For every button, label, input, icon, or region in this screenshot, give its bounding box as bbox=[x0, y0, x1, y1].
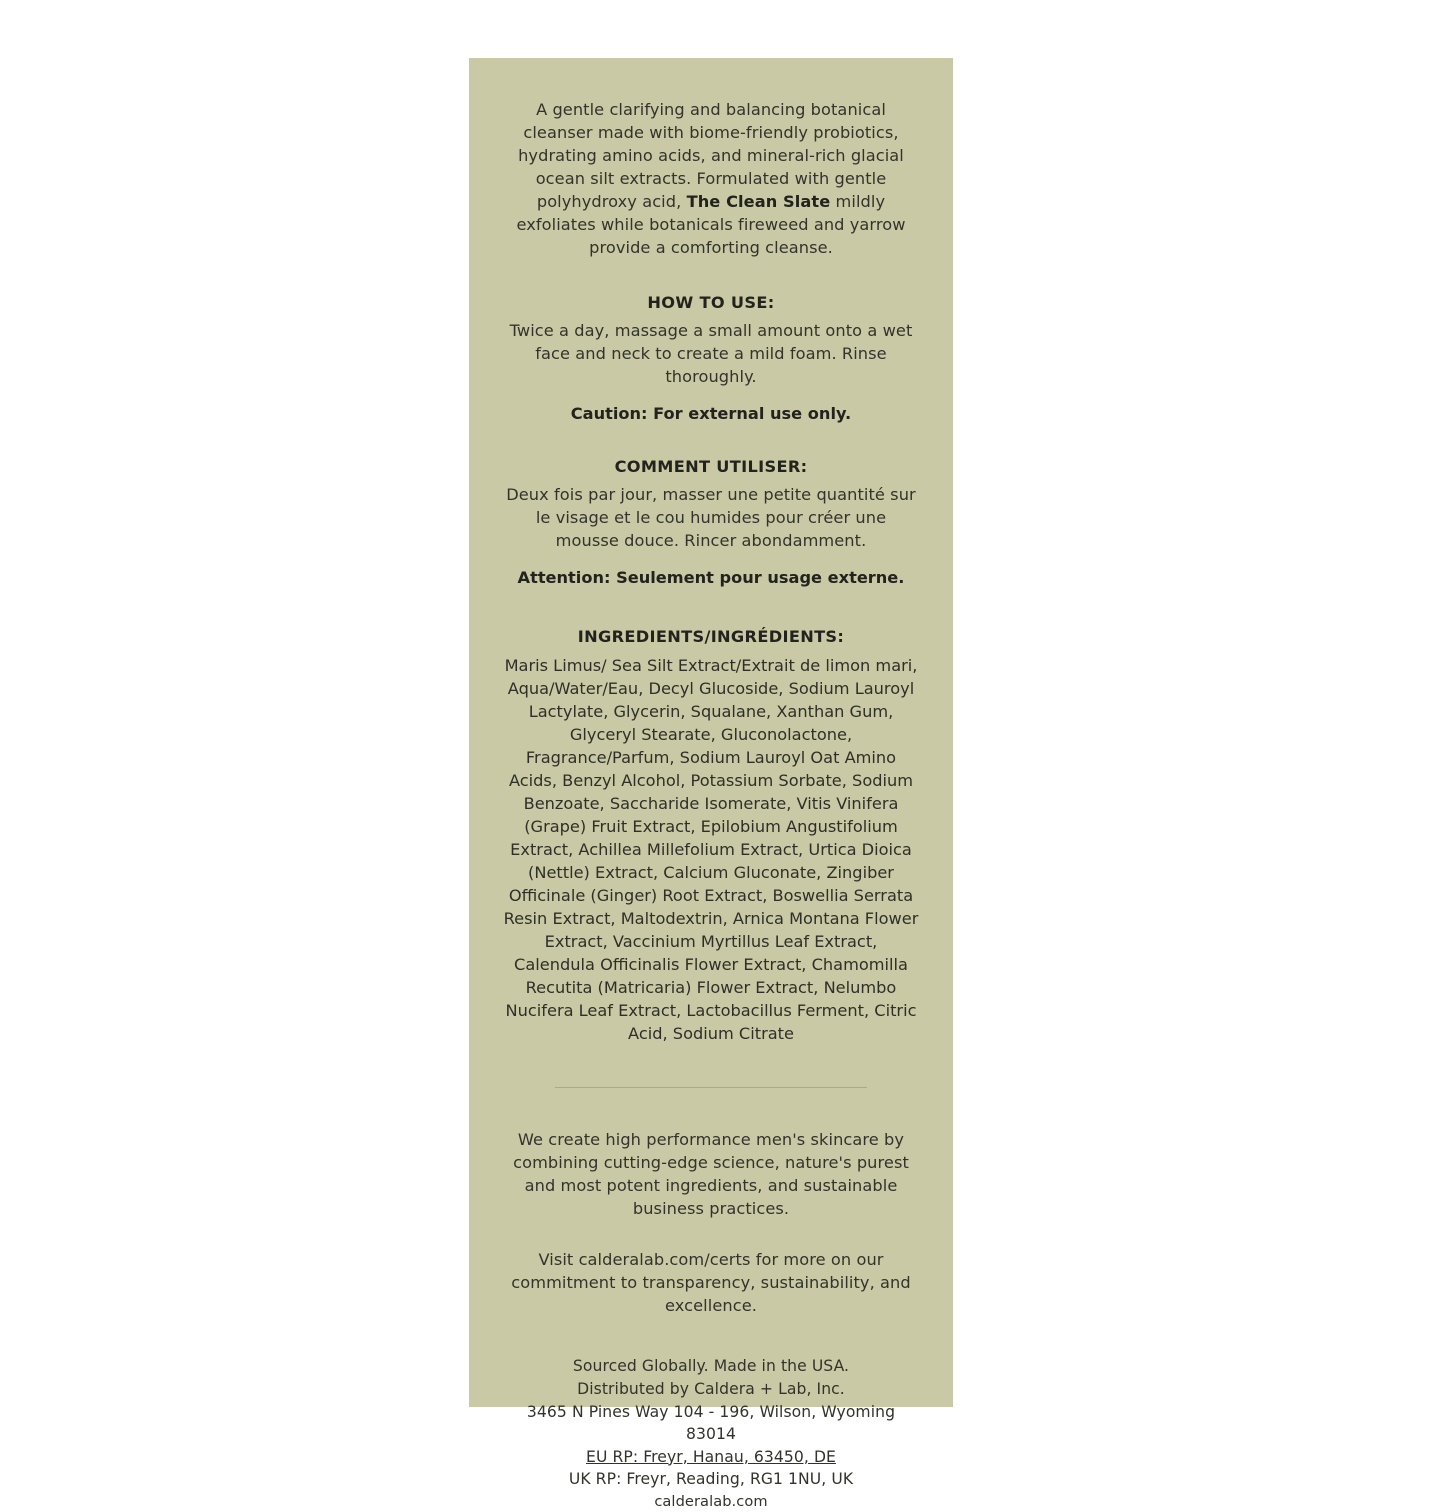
product-description-part1: A gentle clarifying and balancing botanical cleanser made with biome-friendly probiotics, hydrating amino acids, and mineral-rich glacial ocean silt extracts. Formulated with gentle polyhydroxy acid, bbox=[518, 100, 904, 211]
product-label-panel bbox=[469, 58, 953, 1511]
comment-utiliser-body: Deux fois par jour, masser une petite quantité sur le visage et le cou humides pour créer une mousse douce. Rincer abondamment. bbox=[506, 485, 916, 551]
company-address bbox=[503, 1355, 919, 1512]
website-line: calderalab.com bbox=[654, 1493, 768, 1511]
comment-utiliser-caution: Attention: Seulement pour usage externe. bbox=[517, 568, 905, 588]
ingredients-heading: INGREDIENTS/INGRÉDIENTS: bbox=[577, 627, 845, 647]
how-to-use-caution: Caution: For external use only. bbox=[570, 404, 852, 424]
product-description-part2: mildly exfoliates while botanicals fireweed and yarrow provide a comforting cleanse. bbox=[516, 192, 906, 257]
sourced-line: Sourced Globally. Made in the USA. bbox=[572, 1357, 850, 1376]
how-to-use-section bbox=[503, 293, 919, 423]
comment-utiliser-section bbox=[503, 457, 919, 587]
street-address-line: 3465 N Pines Way 104 - 196, Wilson, Wyoming 83014 bbox=[526, 1402, 896, 1444]
how-to-use-heading: HOW TO USE: bbox=[647, 293, 775, 312]
eu-rp-line: EU RP: Freyr, Hanau, 63450, DE bbox=[586, 1447, 836, 1466]
certifications-note-text: Visit calderalab.com/certs for more on our commitment to transparency, sustainability, and excellence. bbox=[511, 1250, 911, 1316]
certifications-note bbox=[503, 1248, 919, 1317]
ingredients-list: Maris Limus/ Sea Silt Extract/Extrait de limon mari, Aqua/Water/Eau, Decyl Glucoside, Sodium Lauroyl Lactylate, Glycerin, Squalane, Xanthan Gum, Glyceryl Stearate, Gluconolactone, Fragrance/Parfum, Sodium Lauroyl Oat Amino Acids, Benzyl Alcohol, Potassium Sorbate, Sodium Benzoate, Saccharide Isomerate, Vitis Vinifera (Grape) Fruit Extract, Epilobium Angustifolium Extract, Achillea Millefolium Extract, Urtica Dioica (Nettle) Extract, Calcium Gluconate, Zingiber Officinale (Ginger) Root Extract, Boswellia Serrata Resin Extract, Maltodextrin, Arnica Montana Flower Extract, Vaccinium Myrtillus Leaf Extract, Calendula Officinalis Flower Extract, Chamomilla Recutita (Matricaria) Flower Extract, Nelumbo Nucifera Leaf Extract, Lactobacillus Ferment, Citric Acid, Sodium Citrate bbox=[503, 656, 919, 1044]
distributor-line: Distributed by Caldera + Lab, Inc. bbox=[577, 1379, 845, 1398]
uk-rp-line: UK RP: Freyr, Reading, RG1 1NU, UK bbox=[568, 1470, 854, 1489]
comment-utiliser-heading: COMMENT UTILISER: bbox=[614, 457, 808, 477]
ingredients-section bbox=[503, 627, 919, 1045]
how-to-use-body: Twice a day, massage a small amount onto a wet face and neck to create a mild foam. Rinse thoroughly. bbox=[509, 321, 913, 386]
product-name: The Clean Slate bbox=[686, 192, 831, 211]
mission-statement: We create high performance men's skincare by combining cutting-edge science, nature's purest and most potent ingredients, and sustainable business practices. bbox=[513, 1130, 909, 1219]
product-description bbox=[503, 98, 919, 259]
section-divider bbox=[555, 1087, 867, 1088]
